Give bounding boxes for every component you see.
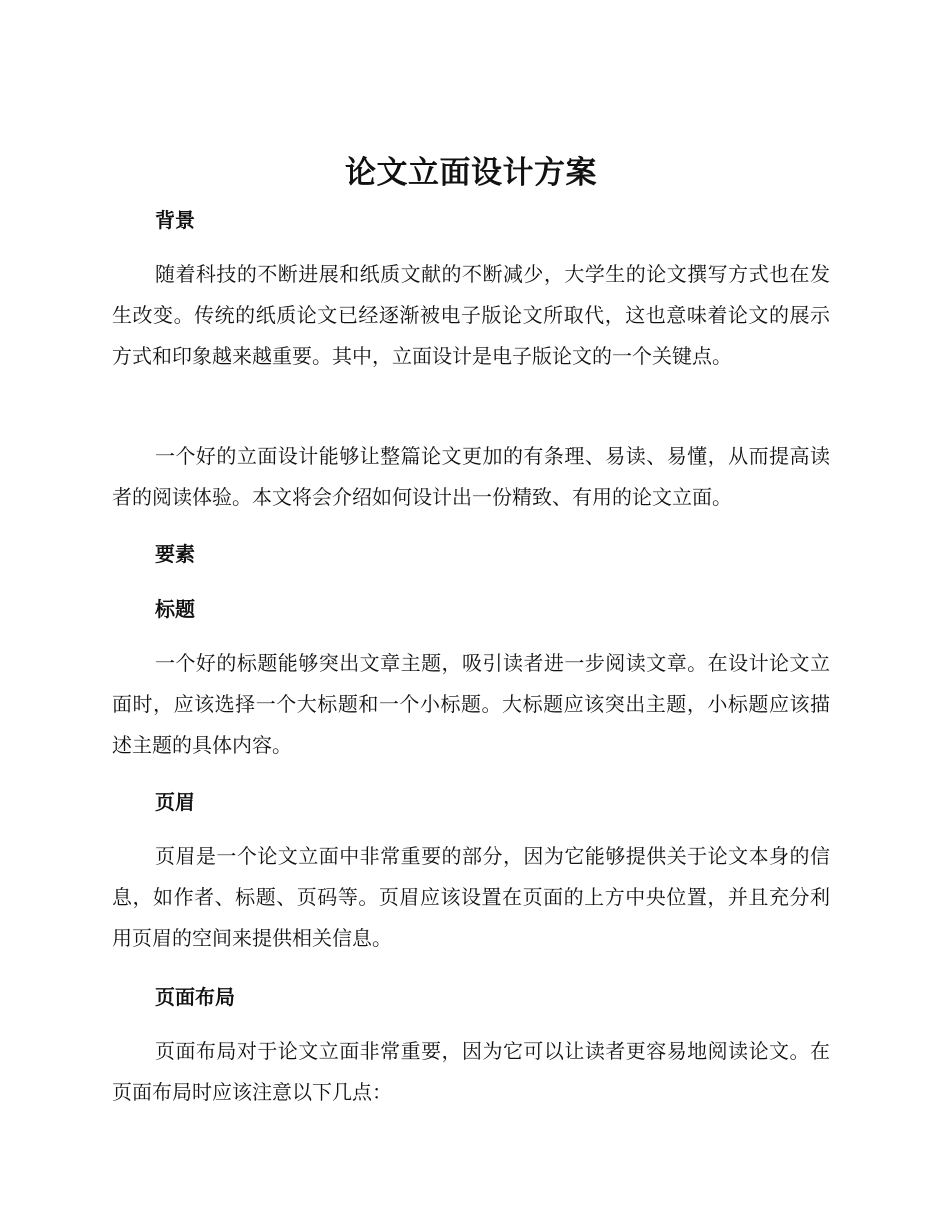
paragraph-page-layout: 页面布局对于论文立面非常重要，因为它可以让读者更容易地阅读论文。在页面布局时应该注意以下几点：: [112, 1039, 830, 1104]
paragraph-background-1: 随着科技的不断进展和纸质文献的不断减少，大学生的论文撰写方式也在发生改变。传统的纸质论文已经逐渐被电子版论文所取代，这也意味着论文的展示方式和印象越来越重要。其中，立面设计是电子版论文的一个关键点。: [112, 262, 830, 368]
section-heading-page-layout: 页面布局: [155, 985, 235, 1009]
paragraph-title: 一个好的标题能够突出文章主题，吸引读者进一步阅读文章。在设计论文立面时，应该选择一个大标题和一个小标题。大标题应该突出主题，小标题应该描述主题的具体内容。: [112, 651, 830, 757]
section-heading-header: 页眉: [155, 790, 195, 814]
section-heading-title: 标题: [155, 597, 195, 621]
section-heading-background: 背景: [155, 208, 195, 232]
paragraph-background-2: 一个好的立面设计能够让整篇论文更加的有条理、易读、易懂，从而提高读者的阅读体验。本文将会介绍如何设计出一份精致、有用的论文立面。: [112, 444, 830, 509]
section-heading-elements: 要素: [155, 542, 195, 566]
paragraph-header: 页眉是一个论文立面中非常重要的部分，因为它能够提供关于论文本身的信息，如作者、标题、页码等。页眉应该设置在页面的上方中央位置，并且充分利用页眉的空间来提供相关信息。: [112, 844, 830, 950]
document-title: 论文立面设计方案: [345, 155, 597, 191]
